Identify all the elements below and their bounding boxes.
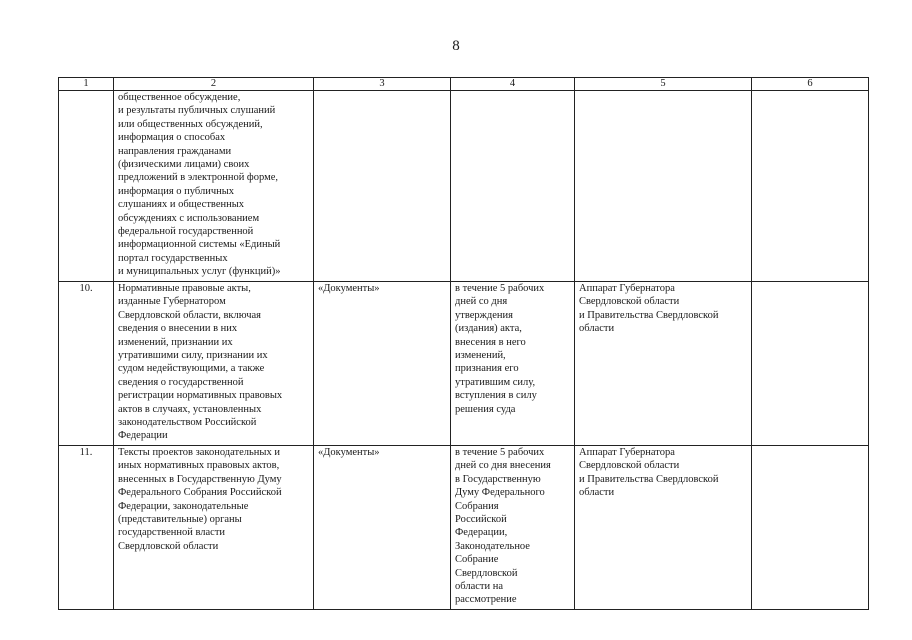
header-col-5: 5 — [575, 78, 752, 91]
table-row — [59, 282, 869, 446]
header-col-1: 1 — [59, 78, 114, 91]
row-section: «Документы» — [314, 282, 451, 446]
row-note — [752, 282, 869, 446]
row-description: Нормативные правовые акты, изданные Губернатором Свердловской области, включая сведения о внесении в них изменений, признании их утратившими силу, признании их судом недействующими, а также сведения о государственной регистрации нормативных правовых актов в случаях, установленных законодательством Российской Федерации — [114, 282, 314, 446]
header-row — [59, 78, 869, 91]
table-row — [59, 91, 869, 282]
row-term: в течение 5 рабочих дней со дня утверждения (издания) акта, внесения в него изменений, признания его утратившим силу, вступления в силу решения суда — [451, 282, 575, 446]
header-col-2: 2 — [114, 78, 314, 91]
document-table — [58, 77, 869, 610]
row-responsible — [575, 91, 752, 282]
row-section — [314, 91, 451, 282]
page-number: 8 — [452, 38, 460, 54]
row-responsible: Аппарат Губернатора Свердловской области и Правительства Свердловской области — [575, 446, 752, 610]
header-col-4: 4 — [451, 78, 575, 91]
row-term — [451, 91, 575, 282]
table-row — [59, 446, 869, 610]
row-description: общественное обсуждение, и результаты публичных слушаний или общественных обсуждений, информация о способах направления гражданами (физическими лицами) своих предложений в электронной форме, информация о публичных слушаниях и общественных обсуждениях с использованием федеральной государственной информационной системы «Единый портал государственных и муниципальных услуг (функций)» — [114, 91, 314, 282]
row-number: 10. — [59, 282, 114, 446]
header-col-3: 3 — [314, 78, 451, 91]
row-description: Тексты проектов законодательных и иных нормативных правовых актов, внесенных в Государственную Думу Федерального Собрания Российской Федерации, законодательные (представительные) органы государственной власти Свердловской области — [114, 446, 314, 610]
row-number — [59, 91, 114, 282]
row-note — [752, 446, 869, 610]
row-section: «Документы» — [314, 446, 451, 610]
header-col-6: 6 — [752, 78, 869, 91]
row-number: 11. — [59, 446, 114, 610]
row-term: в течение 5 рабочих дней со дня внесения в Государственную Думу Федерального Собрания Российской Федерации, Законодательное Собрание Свердловской области на рассмотрение — [451, 446, 575, 610]
row-note — [752, 91, 869, 282]
row-responsible: Аппарат Губернатора Свердловской области и Правительства Свердловской области — [575, 282, 752, 446]
